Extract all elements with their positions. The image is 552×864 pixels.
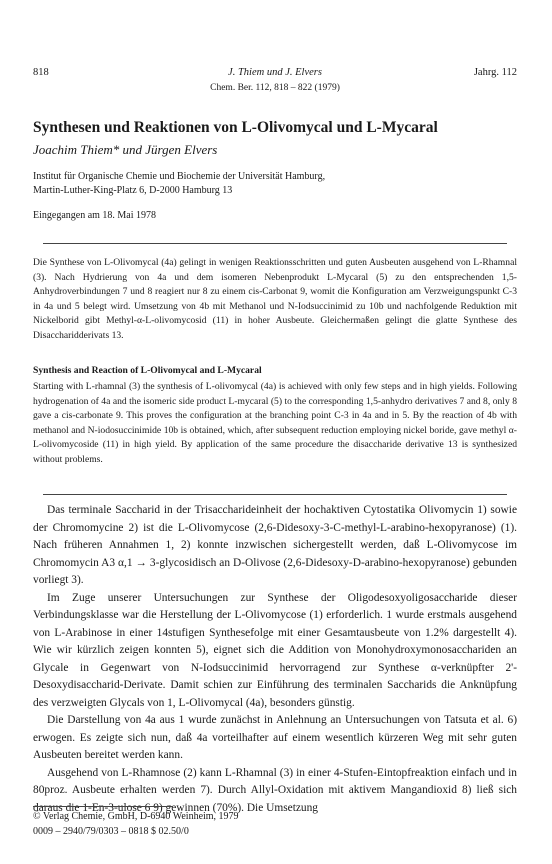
received-date: Eingegangen am 18. Mai 1978 [33,210,157,221]
page-number: 818 [33,67,49,78]
body-paragraph: Das terminale Saccharid in der Trisaccharideinheit der hochaktiven Cytostatika Olivomycin 1) sowie der Chromomycine 2) ist die L-Olivomycose (2,6-Didesoxy-3-C-methyl-L-arabino-hexopyranose) (1). Nach früheren Annahmen 1, 2) konnte inzwischen sichergestellt werden, daß L-Olivomycose im Chromomycin A3 α,1 → 3-glycosidisch an D-Olivose (2,6-Didesoxy-D-arabino-hexopyranose) gebunden vorliegt 3). [33,504,517,586]
body-paragraph: Im Zuge unserer Untersuchungen zur Synthese der Oligodesoxyoligosaccharide dieser Verbindungsklasse war die Herstellung der L-Olivomycose (1) erforderlich. 1 wurde erstmals ausgehend von L-Arabinose in einer 14stufigen Synthesefolge mit einer Gesamtausbeute von 1.2% dargestellt 4). Wie wir kürzlich zeigen konnten 5), eignet sich die Addition von Monohydroxymonosacchariden an Glycale in Gegenwart von N-Iodsuccinimid hervorragend zur Synthese α-verknüpfter 2'-Desoxydisaccharid-Derivate. Damit schien zur Einführung des terminalen Saccharids die Anknüpfung des verzweigten Glycals von 1, L-Olivomycal (4a), besonders günstig. [33,591,517,709]
publisher-footer [33,810,517,839]
body-paragraph: Die Darstellung von 4a aus 1 wurde zunächst in Anlehnung an Untersuchungen von Tatsuta et al. 6) erwogen. Es zeigte sich nun, daß 4a vorteilhafter auf einem wesentlich kürzeren Weg mit sehr guten Ausbeuten bereitet werden kann. [33,714,517,761]
divider-rule [43,494,507,495]
affiliation-line: Institut für Organische Chemie und Biochemie der Universität Hamburg, [33,171,326,182]
article-title: Synthesen und Reaktionen von L-Olivomycal und L-Mycaral [33,119,438,136]
journal-page [33,0,517,864]
abstract-english-title: Synthesis and Reaction of L-Olivomycal and L-Mycaral [33,365,262,376]
article-body [33,502,517,817]
citation-line: Chem. Ber. 112, 818 – 822 (1979) [210,83,340,93]
affiliation-line: Martin-Luther-King-Platz 6, D-2000 Hamburg 13 [33,185,233,196]
copyright-line: © Verlag Chemie, GmbH, D-6940 Weinheim, 1979 [33,811,239,822]
running-head-year: Jahrg. 112 [473,67,517,78]
abstract-german: Die Synthese von L-Olivomycal (4a) gelingt in wenigen Reaktionsschritten und guten Ausbeuten ausgehend von L-Rhamnal (3). Nach Hydrierung von 4a und dem isomeren Nebenprodukt L-Mycaral (5) zu den entsprechenden 1,5-Anhydroverbindungen 7 und 8 reagiert nur 8 zu einem cis-Carbonat 9, womit die Konfiguration am Verzweigungspunkt C-3 in 4a und 5 belegt wird. Umsetzung von 4b mit Methanol und N-Iodsuccinimid zu 10b und nachfolgende Reduktion mit Nickelborid gibt Methyl-α-L-olivomycosid (11) in hoher Ausbeute. Gleichermaßen gelingt die glatte Synthese des Disaccharidderivats 13. [33,257,517,341]
divider-rule [43,243,507,244]
running-head [33,67,517,81]
abstract-english: Starting with L-rhamnal (3) the synthesis of L-olivomycal (4a) is achieved with only few steps and in high yields. Following hydrogenation of 4a and the isomeric side product L-mycaral (5) to the corresponding 1,5-anhydro derivatives 7 and 8, only 8 gave a cis-carbonate 9. This proves the configuration at the branching point C-3 in 4a and in 5. By the reaction of 4b with methanol and N-iodosuccinimide 10b is obtained, which, after subsequent reduction employing nickel boride, gave methyl α-L-olivomycoside (11) in high yield. By application of the same procedure the disaccharide derivative 13 is synthesized without problems. [33,381,517,465]
footer-rule [33,806,173,807]
affiliation [33,170,517,198]
running-head-authors: J. Thiem und J. Elvers [228,67,322,78]
body-paragraph: Ausgehend von L-Rhamnose (2) kann L-Rhamnal (3) in einer 4-Stufen-Eintopfreaktion einfach und in 80proz. Ausbeute erhalten werden 7). Durch Allyl-Oxidation mit aktivem Mangandioxid 8) ließ sich daraus die 1-En-3-ulose 6 9) gewinnen (70%). Die Umsetzung [33,766,517,814]
issn-line: 0009 – 2940/79/0303 – 0818 $ 02.50/0 [33,825,189,837]
article-authors: Joachim Thiem* und Jürgen Elvers [33,142,218,157]
